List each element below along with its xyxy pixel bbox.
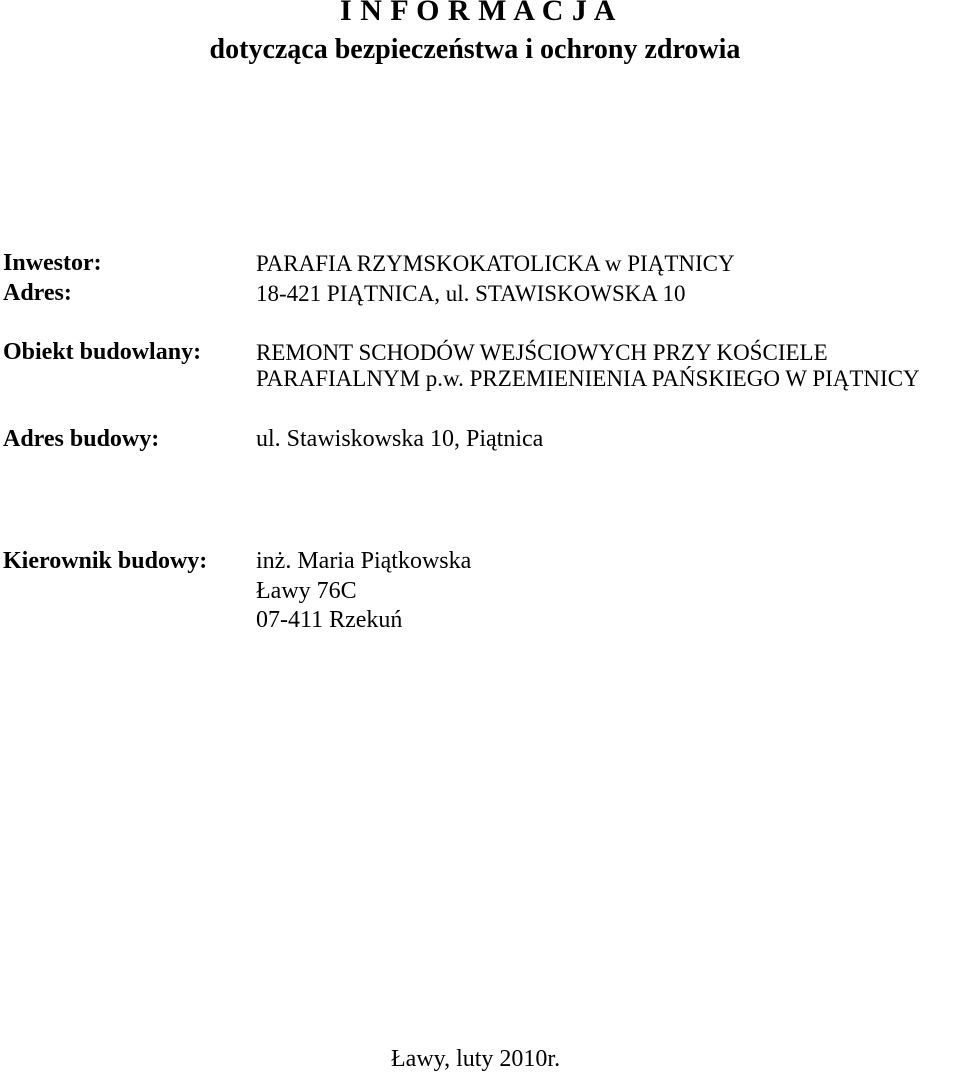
building-value-line1: REMONT SCHODÓW WEJŚCIOWYCH PRZY KOŚCIELE (256, 340, 828, 365)
site-manager-street: Ławy 76C (256, 578, 357, 604)
address-label: Adres: (3, 280, 72, 306)
address-value: 18-421 PIĄTNICA, ul. STAWISKOWSKA 10 (256, 281, 686, 306)
document-title: I N F O R M A C J A (340, 0, 616, 27)
site-address-value: ul. Stawiskowska 10, Piątnica (256, 426, 544, 452)
site-manager-name: inż. Maria Piątkowska (256, 548, 472, 574)
site-address-label: Adres budowy: (3, 426, 160, 452)
building-label: Obiekt budowlany: (3, 339, 202, 365)
investor-label: Inwestor: (3, 250, 102, 276)
site-manager-label: Kierownik budowy: (3, 548, 208, 574)
building-value-line2: PARAFIALNYM p.w. PRZEMIENIENIA PAŃSKIEGO W PIĄTNICY (256, 366, 920, 391)
site-manager-city: 07-411 Rzekuń (256, 607, 403, 633)
investor-value: PARAFIA RZYMSKOKATOLICKA w PIĄTNICY (256, 251, 735, 276)
place-date: Ławy, luty 2010r. (391, 1046, 561, 1072)
document-subtitle: dotycząca bezpieczeństwa i ochrony zdrowia (209, 34, 741, 65)
